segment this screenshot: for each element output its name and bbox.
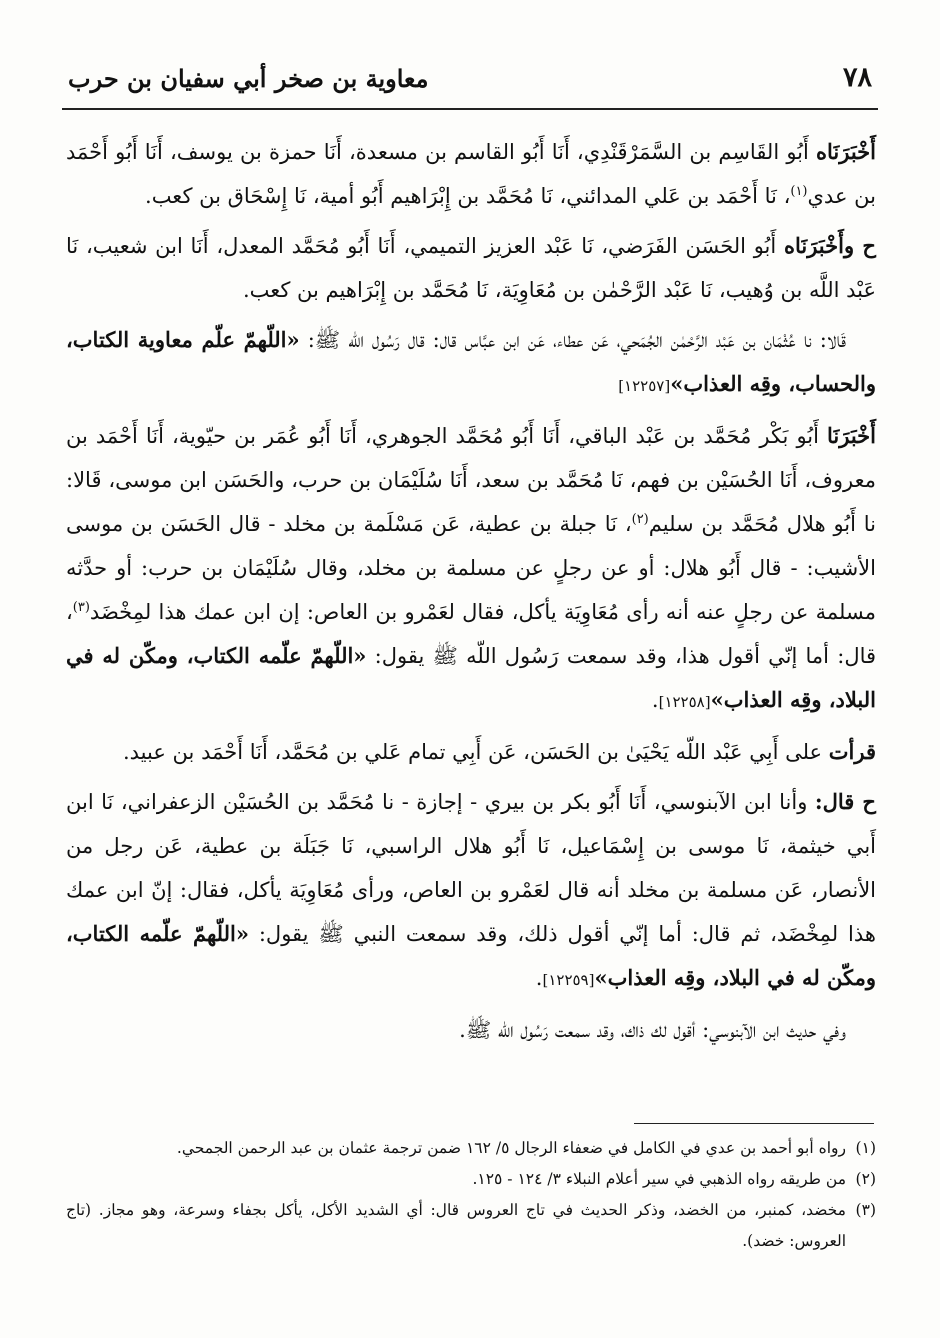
footnotes-section <box>66 1133 876 1257</box>
paragraph-text: ، نَا أَحْمَد بن عَلي المدائني، نَا مُحَمَّد بن إِبْرَاهيم أَبُو أمية، نَا إِسْحَاق بن كعب. <box>145 184 791 208</box>
paragraph-text: ، نَا جبلة بن عطية، عَن مَسْلَمة بن مخلد - قال الحَسَن بن موسى الأشيب: - قال أَبُو هلال: أو عن رجلٍ عن مسلمة بن مخلد، وقال سُلَيْمَان بن حرب: أو حدَّثه مسلمة عن رجلٍ عنه أنه رأى مُعَاوِيَة يأكل، فقال لعَمْرو بن العاص: إن ابن عمك هذا لمِخْضَد <box>66 512 876 624</box>
footnote-3 <box>66 1195 876 1257</box>
paragraph-text: ، قال: أما إنّي أقول هذا، وقد سمعت رَسُول اللّه ﷺ يقول: <box>66 600 877 668</box>
footnote-number: (٢) <box>855 1170 876 1188</box>
paragraph-2 <box>66 224 876 312</box>
paragraph-text: وأنا ابن الآبنوسي، أَنَا أَبُو بكر بن بيري - إجازة - نا مُحَمَّد بن الحُسَيْن الزعفراني، نَا ابن أَبي خيثمة، نَا موسى بن إِسْمَاعيل، نَا أَبُو هلال الراسبي، نَا جَبَلَة بن عطية، عَن رجل من الأنصار، عَن مسلمة بن مخلد أنه قال لعَمْرو بن العاص، ورأى مُعَاوِيَة يأكل، فقال: إنّ ابن عمك هذا لمِخْضَد، ثم قال: أما إنّي أقول ذلك، وقد سمعت النبي ﷺ يقول: <box>66 790 876 946</box>
hadith-quote: «اللّهمّ علّمه الكتاب، ومكّن له في البلاد، وقِه العذاب» <box>66 643 876 712</box>
paragraph-lead: أَخْبَرَنَاه <box>816 139 876 164</box>
footnote-text: من طريقه رواه الذهبي في سير أعلام النبلاء ٣/ ١٢٤ - ١٢٥. <box>472 1170 846 1188</box>
paragraph-lead: قرأت <box>828 739 876 764</box>
paragraph-4 <box>66 414 876 724</box>
paragraph-lead: أَخْبَرَنَا <box>827 423 876 448</box>
footnote-marker-1[interactable]: (١) <box>790 184 808 199</box>
page-header <box>62 58 878 110</box>
paragraph-text: على أَبِي عَبْد اللّه يَحْيَىٰ بن الحَسَن، عَن أَبِي تمام عَلي بن مُحَمَّد، أَنَا أَحْمَد بن عبيد. <box>122 740 829 764</box>
footnote-divider <box>634 1123 874 1124</box>
footnote-marker-2[interactable]: (٢) <box>631 512 649 527</box>
hadith-reference-number: [١٢٢٥٧] <box>618 377 671 395</box>
main-text <box>66 130 876 1058</box>
paragraph-text: وفي حديث ابن الآبنوسي: أقول لك ذاك، وقد سمعت رَسُول اللّه ﷺ. <box>459 1018 846 1042</box>
paragraph-1 <box>66 130 876 218</box>
footnote-text: مخضد، كمنبر، من الخضد، وذكر الحديث في تاج العروس قال: أي الشديد الأكل، يأكل بجفاء وسرعة، وهو مجاز. (تاج العروس: خضد). <box>66 1201 846 1250</box>
paragraph-end: . <box>651 688 659 712</box>
page-number: ٧٨ <box>842 62 872 93</box>
paragraph-lead: ح قال: <box>814 789 876 814</box>
hadith-quote: «اللّهمّ علّم معاوية الكتاب، والحساب، وقِه العذاب» <box>66 327 876 396</box>
paragraph-6 <box>66 780 876 1002</box>
paragraph-5 <box>66 730 876 774</box>
paragraph-7 <box>66 1008 876 1052</box>
footnote-number: (١) <box>855 1139 876 1157</box>
paragraph-text: أَبُو بَكْر مُحَمَّد بن عَبْد الباقي، أَنَا أَبُو مُحَمَّد الجوهري، أَنَا أَبُو عُمَر بن حيّوية، أَنَا أَحْمَد بن معروف، أَنَا الحُسَيْن بن فهم، نَا مُحَمَّد بن سعد، أَنَا سُلَيْمَان بن حرب، والحَسَن ابن موسى، قَالا: نا أَبُو هلال مُحَمَّد بن سليم <box>66 424 877 536</box>
paragraph-text: قَالا: نا عُثْمَان بن عَبْد الرَّحْمٰن الجُمَحي، عَن عطاء، عَن ابن عبَّاس قال: قال رَسُول اللّه ﷺ: <box>299 328 846 352</box>
footnote-number: (٣) <box>855 1201 876 1219</box>
footnote-marker-3[interactable]: (٣) <box>72 600 90 615</box>
paragraph-text: أَبُو الحَسَن الفَرَضي، نَا عَبْد العزيز التميمي، أَنَا أَبُو مُحَمَّد المعدل، أَنَا ابن شعيب، نَا عَبْد اللَّه بن وُهيب، نَا عَبْد الرَّحْمٰن بن مُعَاوِيَة، نَا مُحَمَّد بن إِبْرَاهيم بن كعب. <box>66 234 876 302</box>
paragraph-3 <box>66 318 876 408</box>
hadith-quote: «اللّهمّ علّمه الكتاب، ومكّن له في البلاد، وقِه العذاب» <box>66 921 876 990</box>
hadith-reference-number: [١٢٢٥٨] <box>658 693 711 711</box>
paragraph-text: أَبُو القَاسِم بن السَّمَرْقَنْدِي، أَنَا أَبُو القاسم بن مسعدة، أَنَا حمزة بن يوسف، أَنَا أَبُو أَحْمَد بن عدي <box>66 140 876 208</box>
running-title: معاوية بن صخر أبي سفيان بن حرب <box>68 64 429 93</box>
hadith-reference-number: [١٢٢٥٩] <box>542 971 595 989</box>
footnote-2 <box>66 1164 876 1195</box>
paragraph-end: . <box>535 966 543 990</box>
footnote-text: رواه أبو أحمد بن عدي في الكامل في ضعفاء الرجال ٥/ ١٦٢ ضمن ترجمة عثمان بن عبد الرحمن الجمحي. <box>176 1139 846 1157</box>
paragraph-lead: ح وأَخْبَرَنَاه <box>783 233 876 258</box>
footnote-1 <box>66 1133 876 1164</box>
